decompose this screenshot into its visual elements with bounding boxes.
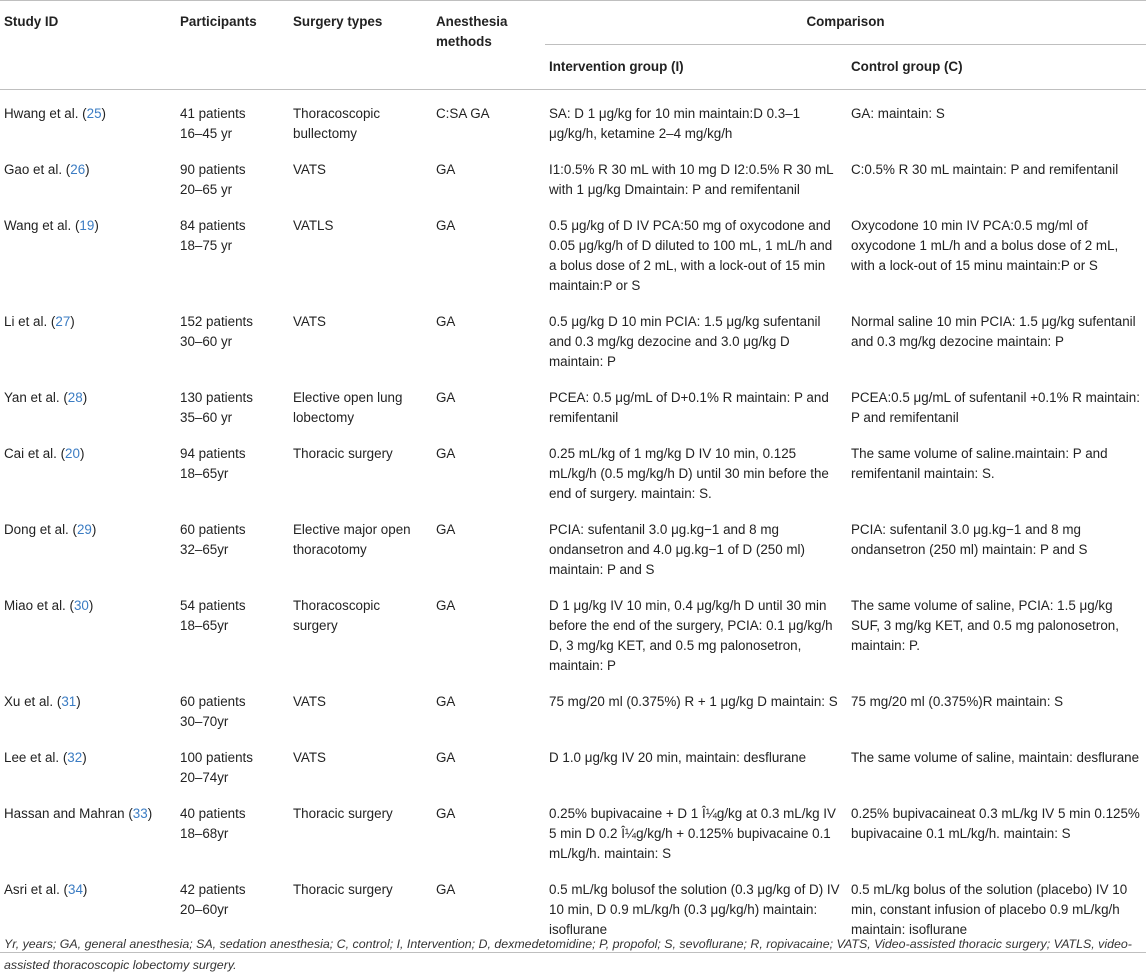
study-name: Yan et al. bbox=[4, 390, 60, 405]
header-study-id: Study ID bbox=[0, 1, 176, 90]
cell-surgery-type: VATLS bbox=[293, 218, 334, 233]
table-row bbox=[0, 436, 1146, 512]
cell-participants: 60 patients 32–65yr bbox=[180, 522, 246, 557]
cell-study-id: Hwang et al. (25) bbox=[0, 90, 176, 153]
reference-link[interactable]: 20 bbox=[65, 446, 80, 461]
reference-link[interactable]: 19 bbox=[79, 218, 95, 233]
table-row bbox=[0, 90, 1146, 153]
cell-control-group: C:0.5% R 30 mL maintain: P and remifentanil bbox=[851, 162, 1119, 177]
cell-surgery-type: VATS bbox=[293, 750, 326, 765]
reference-link[interactable]: 29 bbox=[76, 522, 92, 537]
cell-intervention-group: I1:0.5% R 30 mL with 10 mg D I2:0.5% R 30 mL with 1 μg/kg Dmaintain: P and remifentanil bbox=[549, 162, 834, 197]
reference-link[interactable]: 28 bbox=[67, 390, 83, 405]
table-row bbox=[0, 684, 1146, 740]
cell-surgery-type: VATS bbox=[293, 694, 326, 709]
cell-intervention-group: D 1.0 μg/kg IV 20 min, maintain: desflurane bbox=[549, 750, 807, 765]
cell-participants: 84 patients 18–75 yr bbox=[180, 218, 246, 253]
study-name: Lee et al. bbox=[4, 750, 60, 765]
study-name: Asri et al. bbox=[4, 882, 60, 897]
table-row bbox=[0, 304, 1146, 380]
cell-surgery-type: VATS bbox=[293, 162, 326, 177]
cell-anesthesia-method: GA bbox=[436, 162, 456, 177]
study-name: Li et al. bbox=[4, 314, 48, 329]
cell-participants: 100 patients 20–74yr bbox=[180, 750, 253, 785]
study-name: Cai et al. bbox=[4, 446, 57, 461]
table-row bbox=[0, 208, 1146, 304]
cell-surgery-type: Thoracic surgery bbox=[289, 872, 432, 953]
cell-study-id: Gao et al. (26) bbox=[4, 162, 90, 177]
cell-surgery-type: VATS bbox=[293, 314, 326, 329]
cell-anesthesia-method: GA bbox=[436, 218, 456, 233]
cell-anesthesia-method: GA bbox=[436, 806, 456, 821]
cell-control-group: The same volume of saline.maintain: P and remifentanil maintain: S. bbox=[851, 446, 1108, 481]
header-control-group: Control group (C) bbox=[851, 59, 963, 74]
header-participants: Participants bbox=[176, 1, 289, 90]
cell-control-group: PCEA:0.5 μg/mL of sufentanil +0.1% R maintain: P and remifentanil bbox=[851, 390, 1140, 425]
cell-study-id: Miao et al. (30) bbox=[4, 598, 94, 613]
cell-study-id: Xu et al. (31) bbox=[4, 694, 81, 709]
cell-intervention-group: 0.5 mL/kg bolusof the solution (0.3 μg/kg of D) IV 10 min, D 0.9 mL/kg/h (0.3 μg/kg/h) maintain: isoflurane bbox=[545, 872, 847, 953]
cell-study-id: Dong et al. (29) bbox=[4, 522, 97, 537]
cell-intervention-group: PCIA: sufentanil 3.0 μg.kg−1 and 8 mg ondansetron and 4.0 μg.kg−1 of D (250 ml) maintain: P and S bbox=[549, 522, 805, 577]
cell-study-id: Hassan and Mahran (33) bbox=[4, 806, 153, 821]
cell-participants: 90 patients 20–65 yr bbox=[180, 162, 246, 197]
cell-study-id: Asri et al. (34) bbox=[0, 872, 176, 953]
cell-participants: 40 patients 18–68yr bbox=[180, 806, 246, 841]
reference-link[interactable]: 30 bbox=[73, 598, 89, 613]
cell-anesthesia-method: GA bbox=[436, 694, 456, 709]
cell-surgery-type: Thoracic surgery bbox=[293, 446, 393, 461]
header-surgery-types: Surgery types bbox=[289, 1, 432, 90]
cell-control-group: The same volume of saline, PCIA: 1.5 μg/kg SUF, 3 mg/kg KET, and 0.5 mg palonosetron, maintain: P. bbox=[851, 598, 1119, 653]
study-name: Xu et al. bbox=[4, 694, 54, 709]
cell-intervention-group: 0.5 μg/kg of D IV PCA:50 mg of oxycodone and 0.05 μg/kg/h of D diluted to 100 mL, 1 mL/h and a bolus dose of 2 mL, with a lock-out of 15 min maintain:P or S bbox=[549, 218, 833, 293]
cell-study-id: Lee et al. (32) bbox=[4, 750, 87, 765]
table-footnote: Yr, years; GA, general anesthesia; SA, sedation anesthesia; C, control; I, Intervention; D, dexmedetomidine; P, propofol; S, sevoflurane; R, ropivacaine; VATS, Video-assisted thoracic surgery; VATLS, video-assisted thoracoscopic lobectomy surgery. bbox=[4, 937, 1132, 972]
cell-control-group: PCIA: sufentanil 3.0 μg.kg−1 and 8 mg ondansetron (250 ml) maintain: P and S bbox=[851, 522, 1088, 557]
cell-control-group: 0.5 mL/kg bolus of the solution (placebo) IV 10 min, constant infusion of placebo 0.9 mL/kg/h maintain: isoflurane bbox=[847, 872, 1146, 953]
cell-control-group: The same volume of saline, maintain: desflurane bbox=[851, 750, 1140, 765]
cell-control-group: Oxycodone 10 min IV PCA:0.5 mg/ml of oxycodone 1 mL/h and a bolus dose of 2 mL, with a lock-out of 15 minu maintain:P or S bbox=[851, 218, 1119, 273]
cell-anesthesia-method: GA bbox=[436, 314, 456, 329]
reference-link[interactable]: 31 bbox=[61, 694, 77, 709]
reference-link[interactable]: 25 bbox=[86, 106, 102, 121]
cell-surgery-type: Thoracoscopic surgery bbox=[293, 598, 381, 633]
cell-control-group: Normal saline 10 min PCIA: 1.5 μg/kg sufentanil and 0.3 mg/kg dezocine maintain: P bbox=[851, 314, 1136, 349]
cell-participants: 60 patients 30–70yr bbox=[180, 694, 246, 729]
table-body bbox=[0, 90, 1146, 953]
cell-control-group: 0.25% bupivacaineat 0.3 mL/kg IV 5 min 0.125% bupivacaine 0.1 mL/kg/h. maintain: S bbox=[851, 806, 1140, 841]
cell-anesthesia-method: GA bbox=[436, 522, 456, 537]
header-comparison: Comparison bbox=[545, 1, 1146, 45]
reference-link[interactable]: 26 bbox=[70, 162, 86, 177]
study-name: Wang et al. bbox=[4, 218, 72, 233]
cell-surgery-type: Elective major open thoracotomy bbox=[293, 522, 411, 557]
cell-study-id: Yan et al. (28) bbox=[4, 390, 88, 405]
cell-participants: 94 patients 18–65yr bbox=[180, 446, 246, 481]
study-name: Hassan and Mahran bbox=[4, 806, 125, 821]
cell-intervention-group: SA: D 1 μg/kg for 10 min maintain:D 0.3–1 μg/kg/h, ketamine 2–4 mg/kg/h bbox=[545, 90, 847, 153]
cell-participants: 54 patients 18–65yr bbox=[180, 598, 246, 633]
cell-study-id: Cai et al. (20) bbox=[4, 446, 85, 461]
cell-control-group: 75 mg/20 ml (0.375%)R maintain: S bbox=[851, 694, 1064, 709]
table-row bbox=[0, 796, 1146, 872]
reference-link[interactable]: 34 bbox=[68, 882, 83, 897]
table-row bbox=[0, 588, 1146, 684]
reference-link[interactable]: 33 bbox=[132, 806, 148, 821]
cell-anesthesia-method: C:SA GA bbox=[432, 90, 545, 153]
reference-link[interactable]: 27 bbox=[55, 314, 71, 329]
cell-participants: 41 patients 16–45 yr bbox=[176, 90, 289, 153]
cell-surgery-type: Elective open lung lobectomy bbox=[293, 390, 403, 425]
table-row bbox=[0, 740, 1146, 796]
cell-anesthesia-method: GA bbox=[436, 390, 456, 405]
cell-anesthesia-method: GA bbox=[436, 446, 456, 461]
cell-intervention-group: PCEA: 0.5 μg/mL of D+0.1% R maintain: P and remifentanil bbox=[549, 390, 829, 425]
study-name: Dong et al. bbox=[4, 522, 69, 537]
table-row bbox=[0, 380, 1146, 436]
header-intervention-group: Intervention group (I) bbox=[549, 59, 684, 74]
cell-participants: 152 patients 30–60 yr bbox=[180, 314, 253, 349]
cell-intervention-group: D 1 μg/kg IV 10 min, 0.4 μg/kg/h D until 30 min before the end of the surgery, PCIA: 0.1 μg/kg/h D, 3 mg/kg KET, and 0.5 mg palonosetron, maintain: P bbox=[549, 598, 833, 673]
study-name: Miao et al. bbox=[4, 598, 66, 613]
cell-participants: 130 patients 35–60 yr bbox=[180, 390, 253, 425]
study-name: Hwang et al. bbox=[4, 106, 79, 121]
cell-control-group: GA: maintain: S bbox=[847, 90, 1146, 153]
cell-participants: 42 patients 20–60yr bbox=[176, 872, 289, 953]
header-anesthesia-methods: Anesthesia methods bbox=[432, 1, 545, 90]
cell-intervention-group: 75 mg/20 ml (0.375%) R + 1 μg/kg D maintain: S bbox=[549, 694, 838, 709]
cell-surgery-type: Thoracoscopic bullectomy bbox=[289, 90, 432, 153]
cell-study-id: Li et al. (27) bbox=[4, 314, 75, 329]
table-row bbox=[0, 512, 1146, 588]
table-row bbox=[0, 152, 1146, 208]
reference-link[interactable]: 32 bbox=[67, 750, 83, 765]
cell-intervention-group: 0.5 μg/kg D 10 min PCIA: 1.5 μg/kg sufentanil and 0.3 mg/kg dezocine and 3.0 μg/kg D maintain: P bbox=[549, 314, 821, 369]
cell-study-id: Wang et al. (19) bbox=[4, 218, 99, 233]
cell-intervention-group: 0.25% bupivacaine + D 1 Î¼g/kg at 0.3 mL/kg IV 5 min D 0.2 Î¼g/kg/h + 0.125% bupivacaine 0.1 mL/kg/h. maintain: S bbox=[549, 806, 836, 861]
cell-anesthesia-method: GA bbox=[432, 872, 545, 953]
cell-anesthesia-method: GA bbox=[436, 598, 456, 613]
cell-anesthesia-method: GA bbox=[436, 750, 456, 765]
cell-intervention-group: 0.25 mL/kg of 1 mg/kg D IV 10 min, 0.125 mL/kg/h (0.5 mg/kg/h D) until 30 min before the end of surgery. maintain: S. bbox=[549, 446, 829, 501]
study-name: Gao et al. bbox=[4, 162, 63, 177]
cell-surgery-type: Thoracic surgery bbox=[293, 806, 393, 821]
